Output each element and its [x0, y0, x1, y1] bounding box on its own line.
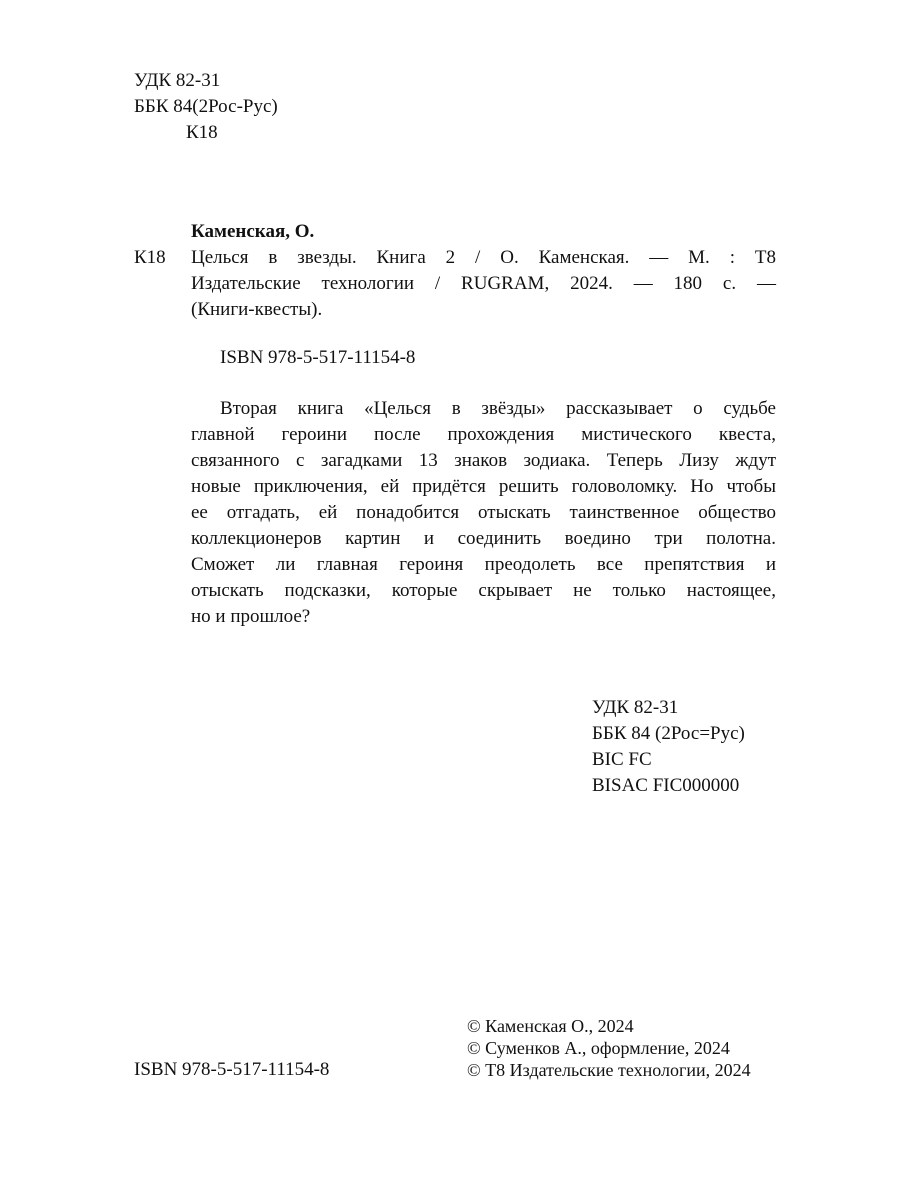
annotation-line-6: коллекционеров картин и соединить воедино три полотна. [191, 528, 776, 549]
top-udk: УДК 82-31 [134, 70, 221, 91]
copyright-design: © Суменков А., оформление, 2024 [467, 1038, 730, 1058]
annotation-line-2: главной героини после прохождения мистического квеста, [191, 424, 776, 445]
annotation-line-1: Вторая книга «Целься в звёзды» рассказывает о судьбе [220, 398, 776, 419]
record-isbn: ISBN 978-5-517-11154-8 [220, 347, 416, 368]
footer-isbn: ISBN 978-5-517-11154-8 [134, 1059, 330, 1080]
annotation-line-9: но и прошлое? [191, 606, 311, 627]
annotation-line-8: отыскать подсказки, которые скрывает не только настоящее, [191, 580, 776, 601]
class-bisac: BISAC FIC000000 [592, 775, 740, 796]
class-udk: УДК 82-31 [592, 697, 679, 718]
copyright-publisher: © Т8 Издательские технологии, 2024 [467, 1060, 751, 1080]
author-heading: Каменская, О. [191, 221, 315, 242]
annotation-line-5: ее отгадать, ей понадобится отыскать таинственное общество [191, 502, 776, 523]
annotation-line-3: связанного с загадками 13 знаков зодиака. Теперь Лизу ждут [191, 450, 776, 471]
top-bbk: ББК 84(2Рос-Рус) [134, 96, 278, 117]
bib-line-3: (Книги-квесты). [191, 299, 323, 320]
top-author-sign: К18 [186, 122, 218, 143]
bib-line-1: Целься в звезды. Книга 2 / О. Каменская. — М. : Т8 [191, 247, 776, 268]
class-bic: BIC FC [592, 749, 652, 770]
bib-line-2: Издательские технологии / RUGRAM, 2024. — 180 с. — [191, 273, 776, 294]
annotation-line-4: новые приключения, ей придётся решить головоломку. Но чтобы [191, 476, 776, 497]
copyright-author: © Каменская О., 2024 [467, 1016, 634, 1036]
annotation-line-7: Сможет ли главная героиня преодолеть все препятствия и [191, 554, 776, 575]
record-author-sign: К18 [134, 247, 166, 268]
class-bbk: ББК 84 (2Рос=Рус) [592, 723, 745, 744]
